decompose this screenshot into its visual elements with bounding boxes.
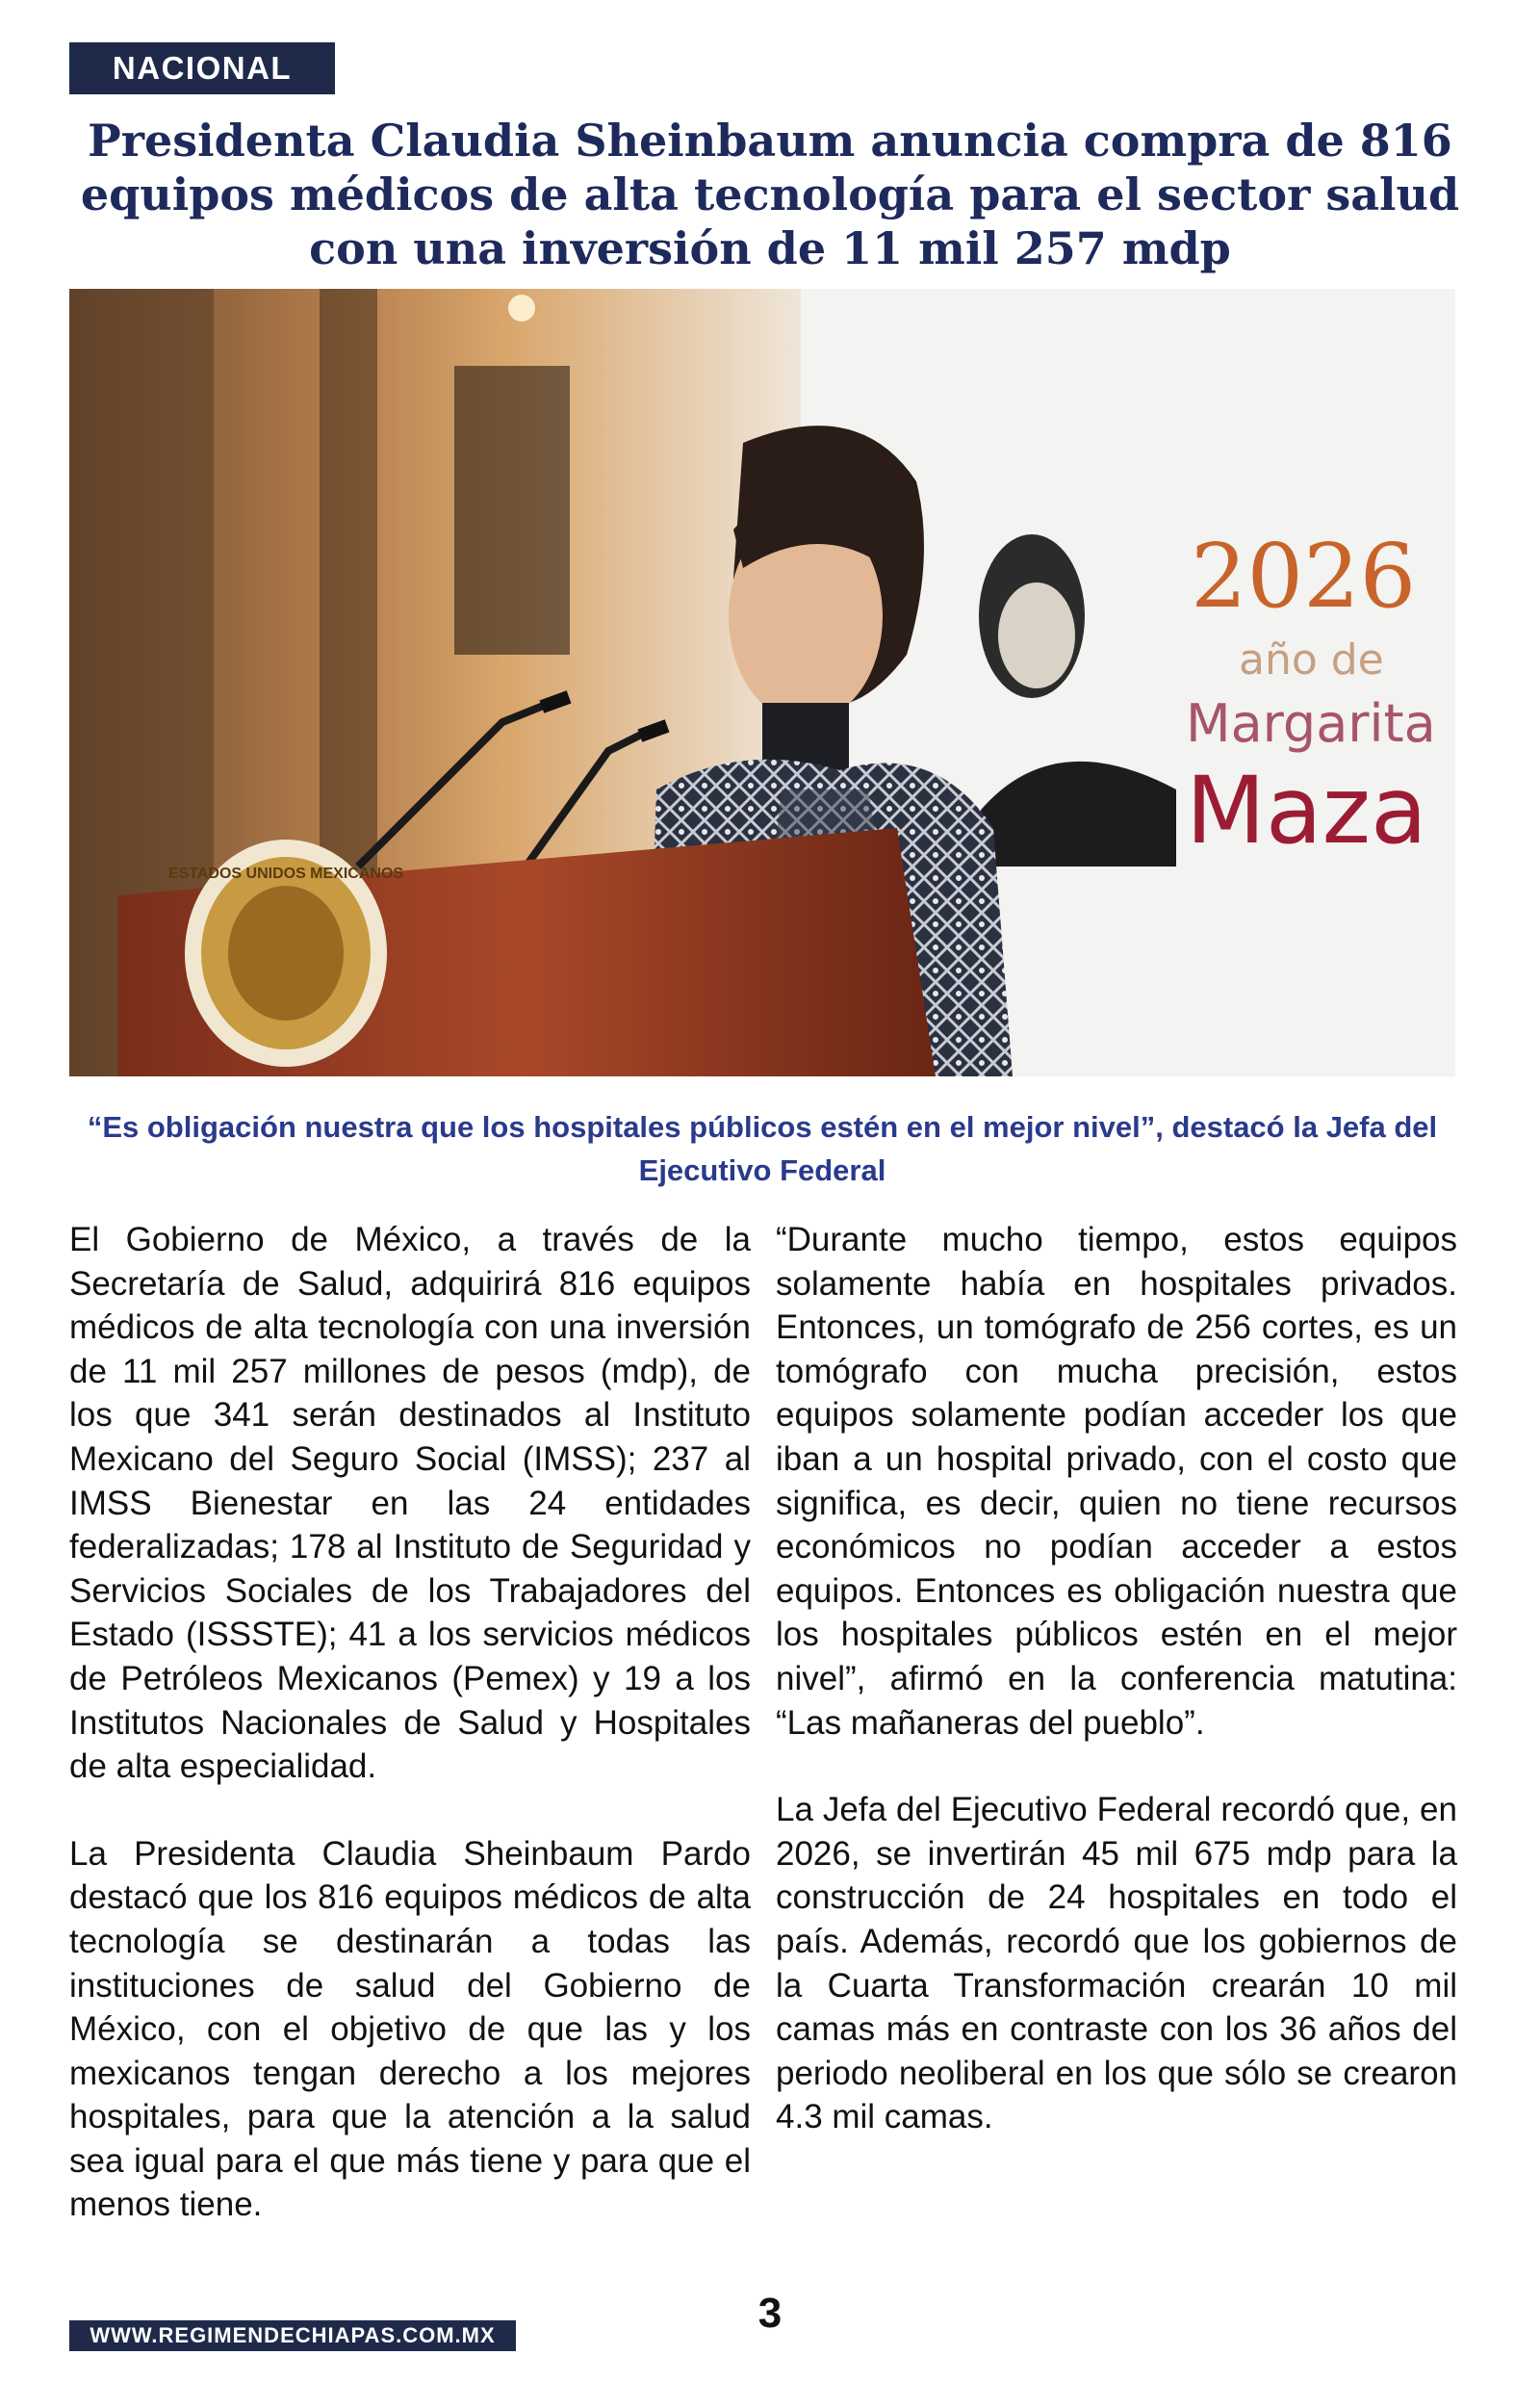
- body-column-left: [69, 1218, 751, 2270]
- banner-line1: año de: [1239, 635, 1384, 685]
- banner-line3: Maza: [1186, 757, 1427, 865]
- paragraph: “Durante mucho tiempo, estos equipos solamente había en hospitales privados. Entonces, un tomógrafo de 256 cortes, es un tomógrafo con mucha precisión, estos equipos solamente podían acceder los que iban a un hospital privado, con el costo que significa, es decir, quien no tiene recursos económicos no podían acceder a estos equipos. Entonces es obligación nuestra que los hospitales públicos estén en el mejor nivel”, afirmó en la conferencia matutina: “Las mañaneras del pueblo”.: [776, 1221, 1457, 1742]
- podium: [117, 828, 936, 1076]
- body-column-right: [776, 1218, 1457, 2183]
- photo-caption: “Es obligación nuestra que los hospitales públicos estén en el mejor nivel”, destacó la Jefa del Ejecutivo Federal: [87, 1110, 1438, 1187]
- paragraph: La Presidenta Claudia Sheinbaum Pardo destacó que los 816 equipos médicos de alta tecnología se destinarán a todas las instituciones de salud del Gobierno de México, con el objetivo de que las y los mexicanos tengan derecho a los mejores hospitales, para que la atención a la salud sea igual para el que más tiene y para que el menos tiene.: [69, 1834, 751, 2224]
- article-photo: [69, 289, 1455, 1076]
- seal-text: ESTADOS UNIDOS MEXICANOS: [167, 866, 404, 882]
- paragraph: La Jefa del Ejecutivo Federal recordó que, en 2026, se invertirán 45 mil 675 mdp para la construcción de 24 hospitales en todo el país. Además, recordó que los gobiernos de la Cuarta Transformación crearán 10 mil camas más en contraste con los 36 años del periodo neoliberal en los que sólo se crearon 4.3 mil camas.: [776, 1791, 1457, 2136]
- page-number: 3: [757, 2290, 783, 2337]
- section-tag: NACIONAL: [69, 42, 335, 94]
- footer-url-link[interactable]: WWW.REGIMENDECHIAPAS.COM.MX: [69, 2320, 516, 2351]
- banner-line2: Margarita: [1186, 693, 1436, 754]
- article-headline: Presidenta Claudia Sheinbaum anuncia compra de 816 equipos médicos de alta tecnología para el sector salud con una inversión de 11 mil 257 mdp: [80, 115, 1460, 274]
- paragraph: El Gobierno de México, a través de la Secretaría de Salud, adquirirá 816 equipos médicos de alta tecnología con una inversión de 11 mil 257 millones de pesos (mdp), de los que 341 serán destinados al Instituto Mexicano del Seguro Social (IMSS); 237 al IMSS Bienestar en las 24 entidades federalizadas; 178 al Instituto de Seguridad y Servicios Sociales de los Trabajadores del Estado (ISSSTE); 41 a los servicios médicos de Petróleos Mexicanos (Pemex) y 19 a los Institutos Nacionales de Salud y Hospitales de alta especialidad.: [69, 1221, 751, 1786]
- banner-year: 2026: [1191, 525, 1417, 628]
